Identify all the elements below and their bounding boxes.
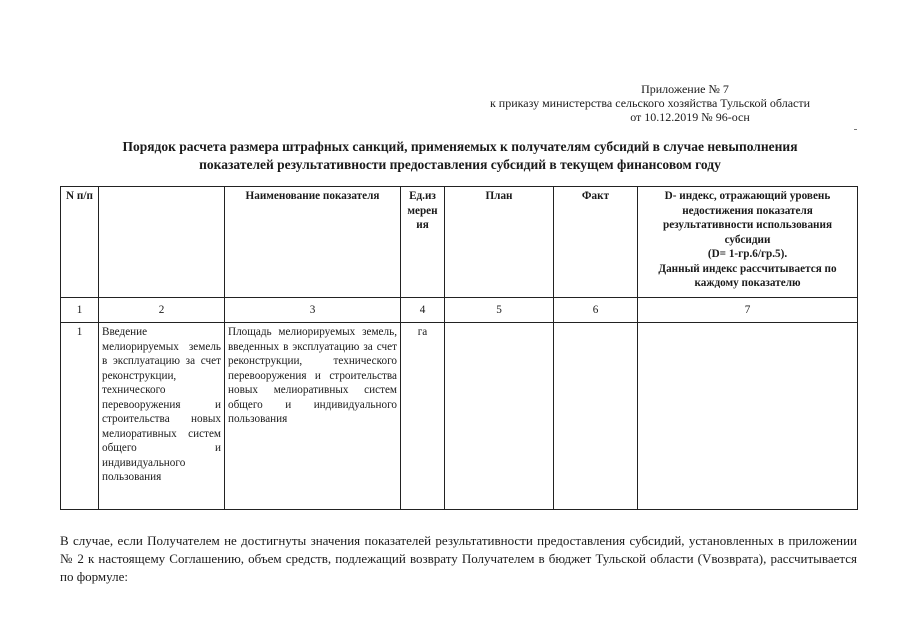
row-plan: [445, 323, 554, 510]
column-number: 5: [445, 298, 554, 323]
body-paragraph: В случае, если Получателем не достигнуты значения показателей результативности предоставления субсидий, установленных в приложении № 2 к настоящему Соглашению, объем средств, подлежащий возврату Получателем в бюджет Тульской области (Vвозврата), рассчитывается по формуле:: [60, 533, 857, 584]
annex-reference: [470, 82, 830, 124]
table-row: [61, 323, 858, 510]
row-num: 1: [61, 323, 99, 510]
header-index-formula: (D= 1-гр.6/гр.5).: [707, 248, 788, 260]
annex-date: от 10.12.2019 № 96-осн: [630, 110, 750, 124]
row-fact: [554, 323, 638, 510]
column-number: 4: [401, 298, 445, 323]
column-number: 6: [554, 298, 638, 323]
row-index: [638, 323, 858, 510]
header-fact: Факт: [554, 187, 638, 298]
header-row: [61, 187, 858, 298]
title-line-1: Порядок расчета размера штрафных санкций, применяемых к получателям субсидий в случае невыполнения: [122, 139, 798, 154]
document-title: [60, 138, 860, 174]
header-index-text: D- индекс, отражающий уровень недостижения показателя результативности использования субсидии: [662, 190, 832, 246]
header-indicator: Наименование показателя: [225, 187, 401, 298]
scan-mark: [854, 129, 857, 130]
column-number: 7: [638, 298, 858, 323]
column-number: 1: [61, 298, 99, 323]
annex-number: Приложение № 7: [641, 82, 729, 96]
header-index: [638, 187, 858, 298]
annex-order: к приказу министерства сельского хозяйства Тульской области: [489, 96, 811, 110]
column-number: 3: [225, 298, 401, 323]
header-plan: План: [445, 187, 554, 298]
header-blank: [99, 187, 225, 298]
column-number: 2: [99, 298, 225, 323]
column-number-row: [61, 298, 858, 323]
row-indicator: Площадь мелиорируемых земель, введенных в эксплуатацию за счет реконструкции, технического перевооружения и строительства новых мелиоративных систем общего и индивидуального пользования: [225, 323, 401, 510]
row-measure-name: Введение мелиорируемых земель в эксплуатацию за счет реконструкции, технического перевооружения и строительства новых мелиоративных систем общего и индивидуального пользования: [99, 323, 225, 510]
row-unit: га: [401, 323, 445, 510]
header-unit: Ед.из мерен ия: [401, 187, 445, 298]
title-line-2: показателей результативности предоставления субсидий в текущем финансовом году: [199, 157, 721, 172]
penalty-table: [60, 186, 858, 510]
header-num: N п/п: [61, 187, 99, 298]
header-index-note: Данный индекс рассчитывается по каждому показателю: [658, 262, 837, 289]
